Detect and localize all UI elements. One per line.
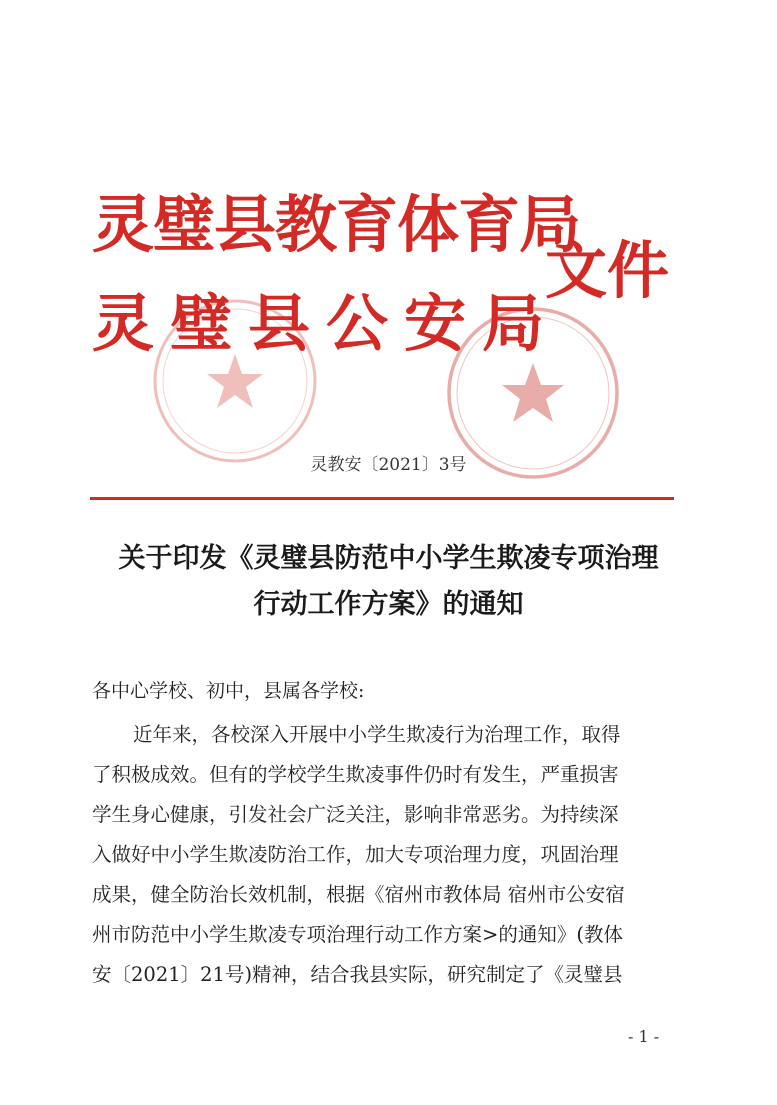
body-line-3: 学生身心健康，引发社会广泛关注，影响非常恶劣。为持续深 (92, 803, 619, 826)
red-divider-line (90, 497, 674, 500)
issuer-line-education-bureau: 灵璧县教育体育局 (92, 188, 581, 261)
body-line-2: 了积极成效。但有的学校学生欺凌事件仍时有发生，严重损害 (92, 763, 619, 786)
notice-title (0, 536, 777, 628)
issuer-line-public-security-bureau: 灵璧县公安局 (92, 287, 561, 360)
notice-title-line-2: 行动工作方案》的通知 (253, 589, 524, 620)
page-number: - 1 - (628, 1027, 660, 1046)
body-line-5: 成果，健全防治长效机制，根据《宿州市教体局 宿州市公安宿 (92, 883, 625, 906)
body-line-6: 州市防范中小学生欺凌专项治理行动工作方案>的通知》(教体 (92, 923, 623, 946)
notice-title-line-1: 关于印发《灵璧县防范中小学生欺凌专项治理 (118, 543, 659, 574)
document-number: 灵教安〔2021〕3号 (310, 455, 467, 475)
body-line-4: 入做好中小学生欺凌防治工作，加大专项治理力度，巩固治理 (92, 843, 619, 866)
document-type-label: 文件 (545, 234, 670, 307)
salutation: 各中心学校、初中，县属各学校: (92, 680, 365, 702)
body-line-7: 安〔2021〕21号)精神，结合我县实际，研究制定了《灵璧县 (92, 963, 623, 986)
body-line-1: 近年来，各校深入开展中小学生欺凌行为治理工作，取得 (133, 723, 621, 746)
